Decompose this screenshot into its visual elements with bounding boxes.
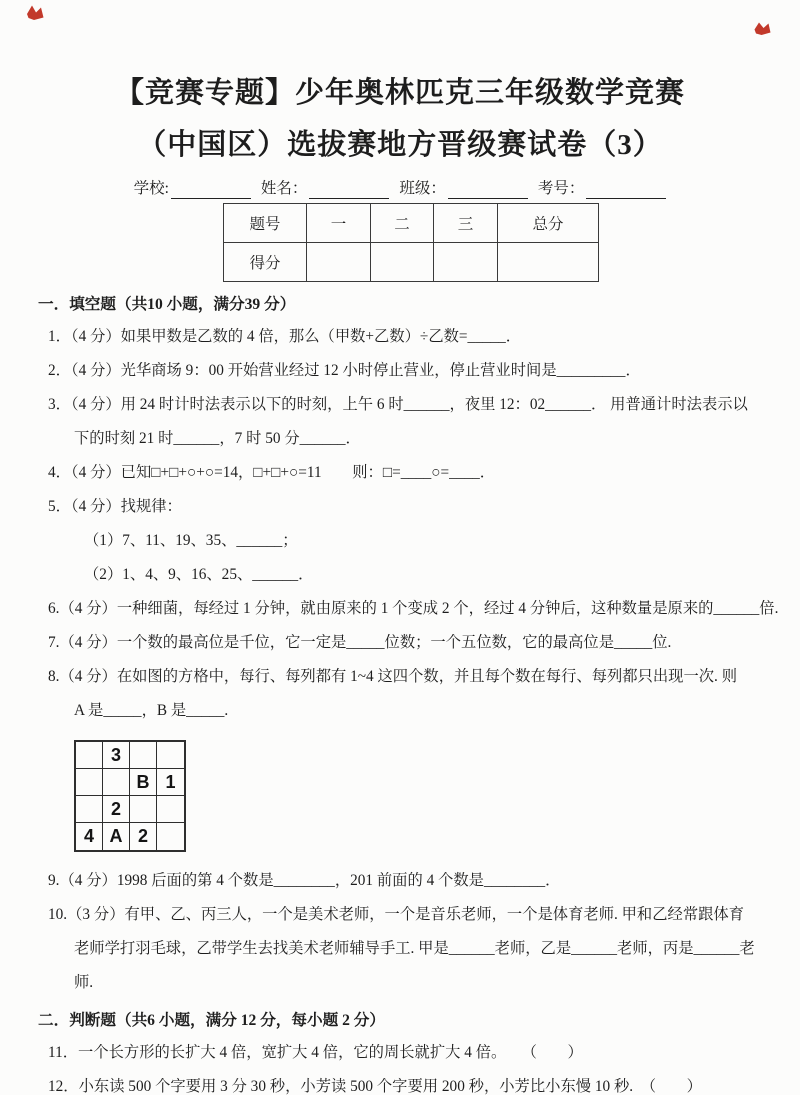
score-table-cell — [498, 243, 599, 282]
question-8-line-1: 8.（4 分）在如图的方格中，每行、每列都有 1~4 这四个数，并且每个数在每行、每列都只出现一次. 则 — [48, 668, 737, 685]
grid-cell — [130, 742, 157, 769]
question-6: 6.（4 分）一种细菌，每经过 1 分钟，就由原来的 1 个变成 2 个，经过 4 分钟后，这种数量是原来的______倍. — [48, 600, 779, 617]
paper-title-line-1: 【竞赛专题】少年奥林匹克三年级数学竞赛 — [114, 77, 685, 109]
question-8-line-2: A 是_____，B 是_____. — [74, 702, 229, 719]
question-5-item-2: （2）1、4、9、16、25、______． — [84, 566, 314, 583]
grid-cell — [157, 823, 184, 850]
class-blank — [448, 182, 528, 199]
class-field — [399, 179, 528, 199]
question-9: 9.（4 分）1998 后面的第 4 个数是________，201 前面的 4 个数是________． — [48, 872, 561, 889]
grid-cell: 2 — [103, 796, 130, 823]
name-blank — [309, 182, 389, 199]
grid-cell — [130, 796, 157, 823]
question-5: 5．（4 分）找规律： — [48, 498, 182, 515]
question-7: 7.（4 分）一个数的最高位是千位，它一定是_____位数；一个五位数，它的最高位是_____位. — [48, 634, 672, 651]
score-table-cell — [371, 243, 434, 282]
exam-number-field — [538, 179, 667, 199]
score-table-cell: 三 — [434, 204, 498, 243]
grid-cell — [103, 769, 130, 796]
score-table-cell: 得分 — [224, 243, 307, 282]
class-label: 班级： — [399, 180, 446, 197]
score-table-cell — [434, 243, 498, 282]
name-label: 姓名： — [260, 180, 308, 197]
red-stamp-mark-icon — [25, 4, 45, 21]
grid-cell: B — [130, 769, 157, 796]
question-11: 11．一个长方形的长扩大 4 倍，宽扩大 4 倍，它的周长就扩大 4 倍。 （ ） — [48, 1044, 583, 1061]
question-10-line-1: 10.（3 分）有甲、乙、丙三人，一个是美术老师，一个是音乐老师，一个是体育老师. 甲和乙经常跟体育 — [48, 906, 745, 923]
grid-cell: 1 — [157, 769, 184, 796]
exam-number-blank — [586, 182, 666, 199]
grid-cell — [76, 742, 103, 769]
red-stamp-mark-icon — [753, 21, 772, 36]
section-2-heading: 二．判断题（共6 小题，满分 12 分，每小题 2 分） — [38, 1012, 385, 1029]
name-field — [261, 179, 390, 199]
score-table — [223, 203, 599, 282]
question-1: 1．（4 分）如果甲数是乙数的 4 倍，那么（甲数+乙数）÷乙数=_____． — [48, 328, 522, 345]
question-10-line-2: 老师学打羽毛球，乙带学生去找美术老师辅导手工. 甲是______老师，乙是______老师，丙是______老 — [74, 940, 755, 957]
grid-cell: A — [103, 823, 130, 850]
grid-cell: 4 — [76, 823, 103, 850]
grid-cell: 3 — [103, 742, 130, 769]
grid-cell — [157, 796, 184, 823]
question-3-line-1: 3．（4 分）用 24 时计时法表示以下的时刻，上午 6 时______，夜里 12：02______． 用普通计时法表示以 — [48, 396, 748, 413]
question-3-line-2: 下的时刻 21 时______，7 时 50 分______． — [74, 430, 361, 447]
paper-title-line-2: （中国区）选拔赛地方晋级赛试卷（3） — [137, 129, 663, 161]
question-12: 12．小东读 500 个字要用 3 分 30 秒，小芳读 500 个字要用 200 秒，小芳比小东慢 10 秒. （ ） — [48, 1078, 702, 1095]
grid-cell — [76, 769, 103, 796]
grid-cell — [157, 742, 184, 769]
score-table-header-row — [224, 204, 599, 243]
school-label: 学校: — [133, 180, 169, 197]
exam-number-label: 考号： — [537, 180, 585, 197]
score-table-cell: 二 — [371, 204, 434, 243]
score-table-cell: 题号 — [224, 204, 307, 243]
score-table-cell: 一 — [307, 204, 371, 243]
section-1-heading: 一．填空题（共10 小题，满分39 分） — [38, 296, 296, 313]
question-4: 4．（4 分）已知□+□+○+○=14，□+□+○=11 则：□=____○=____． — [48, 464, 496, 481]
grid-cell: 2 — [130, 823, 157, 850]
question-2: 2．（4 分）光华商场 9：00 开始营业经过 12 小时停止营业，停止营业时间是_________． — [48, 362, 641, 379]
grid-cell — [76, 796, 103, 823]
question-5-item-1: （1）7、11、19、35、______； — [84, 532, 298, 549]
school-blank — [171, 182, 251, 199]
paper-body — [0, 290, 800, 1095]
question-8-number-grid — [74, 740, 186, 852]
question-10-line-3: 师. — [74, 974, 94, 991]
school-field — [134, 179, 251, 199]
student-info-row — [0, 179, 800, 199]
score-table-cell: 总分 — [498, 204, 599, 243]
score-table-cell — [307, 243, 371, 282]
score-table-score-row — [224, 243, 599, 282]
